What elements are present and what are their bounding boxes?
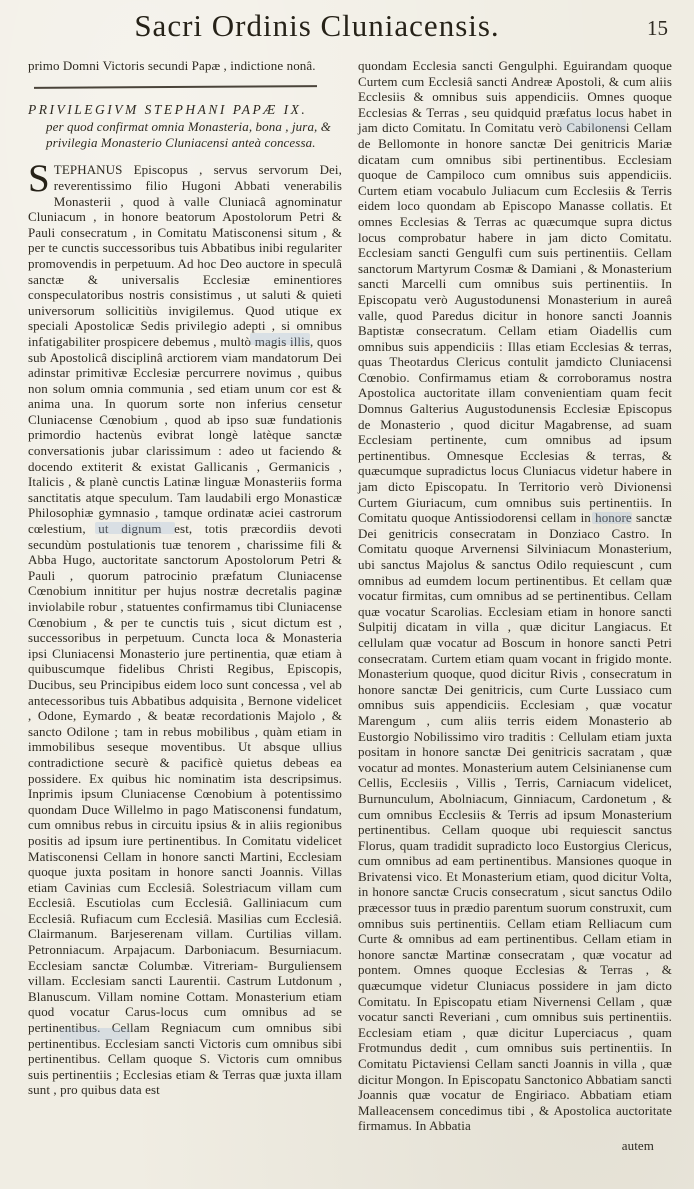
- privilege-heading-title: PRIVILEGIVM STEPHANI PAPÆ IX.: [28, 101, 308, 117]
- bull-text-right: quondam Ecclesia sancti Gengulphi. Eguirandam quoque Curtem cum Ecclesiâ sancti Andreæ Apostoli, & cum aliis Ecclesiis & omnibus suis appendiciis. Omnes quoque Ecclesias & Terras , seu quidquid præfatus locus habet in jam dicto Comitatu. In Comitatu verò Cabilonensi Cellam de Bellomonte in honore sanctæ Dei genitricis Mariæ dicatam cum omnibus sibi pertinentibus. Ecclesiam quoque de Campiloco cum omnibus suis appendiciis. Curtem etiam vocabulo Juliacum cum Ecclesiis & Terris eidem loco quondam ab Episcopo Manasse collatis. Et omnes Ecclesias & Terras ac quæcumque supra dictus locus comprobatur habere in jam dicto Comitatu. Ecclesiam sancti Gengulfi cum suis pertinentiis. Cellam sanctorum Martyrum Cosmæ & Damiani , & Monasterium sancti Marcelli cum omnibus suis pertinentiis. In Episcopatu verò Augustodunensi Monasterium in aureâ valle, quod Paredus dicitur in honore sancti Joannis Baptistæ consecratum. Cellam etiam Oiadellis cum omnibus suis appendiciis : Illas etiam Ecclesias & terras, quas Theotardus Clericus contulit jamdicto Cluniacensi Cœnobio. Confirmamus etiam & corroboramus nostra Apostolica auctoritate illam convenientiam quam fecit Domnus Galterius Augustodunensis Ecclesiæ Episcopus de Monasterio , quod dicitur Magabrense, ad suam Ecclesiam pertinente, cum omnibus ad ipsum pertinentibus. Omnesque Ecclesias & terras, & quæcumque supradictus locus Cluniacus videtur habere in jam dicto Episcopatu. In Territorio verò Divionensi Curtem Giuriacum, cum omnibus suis pertinentiis. In Comitatu quoque Antissiodorensi cellam in honore sanctæ Dei genitricis consecratam in Donziaco Castro. In Comitatu quoque Arvernensi Silviniacum Monasterium, ubi sanctus Majolus & sanctus Odilo requiescunt , cum omnibus ad eumdem locum pertinentibus. Et cellam quæ vocatur firmitas, cum omnibus ad se pertinentibus. Cellam quæ vocatur Scarolias. Ecclesiam etiam in honore sancti Sulpitij dicatam in villa , quæ dicitur Langiacus. Et cellulam quæ vocatur ad Boscum in honore sancti Petri consecratam. Curtem etiam quam vocant in frigido monte. Monasterium quoque, quod dicitur Rivis , consecratum in honore sanctæ Dei genitricis, cum Curte Lussiaco cum omnibus suis appendiciis. Ecclesiam , quæ vocatur Marengum , cum aliis terris eidem Monasterio ab Eustorgio Nobilissimo viro traditis : Cellulam etiam juxta positam in honore sanctæ Dei genitricis sacratam , quæ vocatur ad montes. Monasterium autem Celsinianense cum Cellis, Ecclesiis , Villis , Terris, Carniacum videlicet, Burnunculum, Abolniacum, Ginniacum, Cardonetum , & cum omnibus Ecclesiis & Terris ad ipsum Monasterium pertinentibus. Cellam quoque ubi requiescit sanctus Florus, quam tradidit supradicto loco Eustorgius Clericus, cum omnibus ad eam pertinentibus. Mansiones quoque in Brivatensi vico. Et Monasterium etiam, quod dicitur Volta, in honore sanctæ Crucis consecratum , sicut sanctus Odilo præcessor tuus in prædio parentum suorum construxit, cum omnibus suis pertinentiis. Cellam etiam Relliacum cum Curte & omnibus ad eam pertinentibus. Cellam etiam in honore sanctæ Martinæ consecratam , quæ vocatur ad pontem. Omnes quoque Ecclesias & Terras , & quæcumque videtur Cluniacus possidere in jam dicto Comitatu. In Episcopatu etiam Nivernensi Cellam , quæ vocatur sancti Reveriani , cum omnibus suis pertinentiis. Ecclesiam etiam , quæ dicitur Luperciacus , quam Frotmundus dedit , cum omnibus suis pertinentiis. In Comitatu Pictaviensi Cellam sancti Joannis in villa , quæ dicitur Mongon. In Episcopatu Sanctonico Abbatiam sancti Joannis quæ vocatur de Engiriaco. Abbatiam etiam Malleacensem concedimus tibi , & Apostolica auctoritate firmamus. In Abbatia: [358, 58, 672, 1134]
- page-header: [0, 0, 694, 52]
- previous-bull-continuation: primo Domni Victoris secundi Papæ , indictione nonâ.: [28, 58, 316, 73]
- catchword: autem: [621, 1137, 654, 1153]
- text-columns: [0, 52, 694, 1154]
- bull-text-left: [28, 157, 342, 1098]
- page-number: 15: [647, 16, 668, 40]
- dropcap-initial: S: [28, 157, 50, 201]
- running-title: Sacri Ordinis Cluniacensis.: [134, 8, 500, 43]
- section-divider: [34, 85, 317, 89]
- privilege-heading-subtitle: per quod confirmat omnia Monasteria, bona , jura, & privilegia Monasterio Cluniacensi anteà concessa.: [46, 119, 331, 150]
- right-column: [358, 58, 672, 1154]
- bull-text-left-content: TEPHANUS Episcopus , servus servorum Dei, reverentissimo filio Hugoni Abbati venerabilis Monasterii , quod à valle Cluniacâ agnominatur Cluniacum , in honore beatorum Apostolorum Petri & Pauli consecratum , in Comitatu Matisconensi situm , & per te cunctis successoribus tuis Abbatibus inibi regulariter promovendis in perpetuum. Ad hoc Deo auctore in speculâ sanctæ & universalis Ecclesiæ eminentiores conspeculatoribus nostris consistimus , ut saluti & quieti universorum sollicitiùs invigilemus. Quod utique ex speciali Apostolicæ Sedis privilegio adepti , si omnibus infatigabiliter prospicere debemus , multò magis illis, quos sub Apostolicâ disciplinâ arctiorem viam mandatorum Dei adinstar primitivæ Ecclesiæ percurrere novimus , quibus non solum omnia communia , sed etiam unum cor est & anima una. In quorum sorte non inferius censetur Cluniacense Cœnobium , quod ab ipso suæ fundationis primordio hactenùs evibrat longè latèque sanctæ conversationis jubar clarissimum : adeo ut faciendo & docendo extiterit & existat Gallicanis , Germanicis , Italicis , & planè cunctis Latinæ linguæ Monasteriis forma sanctitatis atque speculum. Tam laudabili ergo Monasticæ Philosophiæ gymnasio , tamque ordinatæ aciei castrorum cœlestium, ut dignum est, totis præcordiis devoti secundùm postulationis tuæ tenorem , charissime fili & Abba Hugo, auctoritate sanctorum Apostolorum Petri & Pauli , quorum patrocinio præfatum Cluniacense Cœnobium innititur per hujus nostræ decretalis paginæ inviolabile robur , statuentes confirmamus tibi Cluniacense Cœnobium , & per te cunctis tuis , sicut dictum est , successoribus in perpetuum. Cuncta loca & Monasteria ipsi Cluniacensi Monasterio jure pertinentia, quæ etiam à quibuscumque fidelibus Christi Regibus, Episcopis, Ducibus, seu Principibus eidem loco sunt concessa , vel ab antecessoribus tuis Abbatibus adquisita , Bernone videlicet , Odone, Eymardo , & beatæ recordationis Majolo , & sancto Odilone ; tam in rebus mobilibus , quàm etiam in immobilibus seseque moventibus. Ut absque ullius contradictione securè & pacificè quietus debeas ea possidere. Ex quibus hic nominatim ista descripsimus. Inprimis ipsum Cluniacense Cœnobium à potentissimo quondam Duce Willelmo in pago Matisconensi fundatum, cum omnibus rebus in circuitu ipsius & in aliis regionibus positis ad ipsum iure pertinentibus. In Comitatu videlicet Matisconensi Cellam in honore sancti Martini, Ecclesiam quoque juxta positam in honore sancti Joannis. Villas etiam Cavinias cum Ecclesiâ. Solestriacum villam cum Ecclesiâ. Escutiolas cum Ecclesiâ. Galliniacum cum Ecclesiâ. Rufiacum cum Ecclesiâ. Masilias cum Ecclesiâ. Clairmanum. Barjeserenam villam. Curtilias villam. Petronniacum. Arpajacum. Darboniacum. Besurniacum. Ecclesiam sanctæ Columbæ. Vitreriam- Burguliensem villam. Ecclesiam sancti Laurentii. Castrum Lutdonum , Blanuscum. Villam nomine Cottam. Monasterium etiam quod vocatur Carus-locus cum omnibus ad se pertinentibus. Cellam Regniacum cum omnibus sibi pertinentibus. Ecclesiam sancti Victoris cum omnibus sibi pertinentibus. Cellam quoque S. Victoris cum omnibus suis pertinentiis ; Ecclesias etiam & Terras quæ juxta illam sunt , pro quibus data est: [28, 162, 342, 1098]
- left-column: [28, 58, 342, 1154]
